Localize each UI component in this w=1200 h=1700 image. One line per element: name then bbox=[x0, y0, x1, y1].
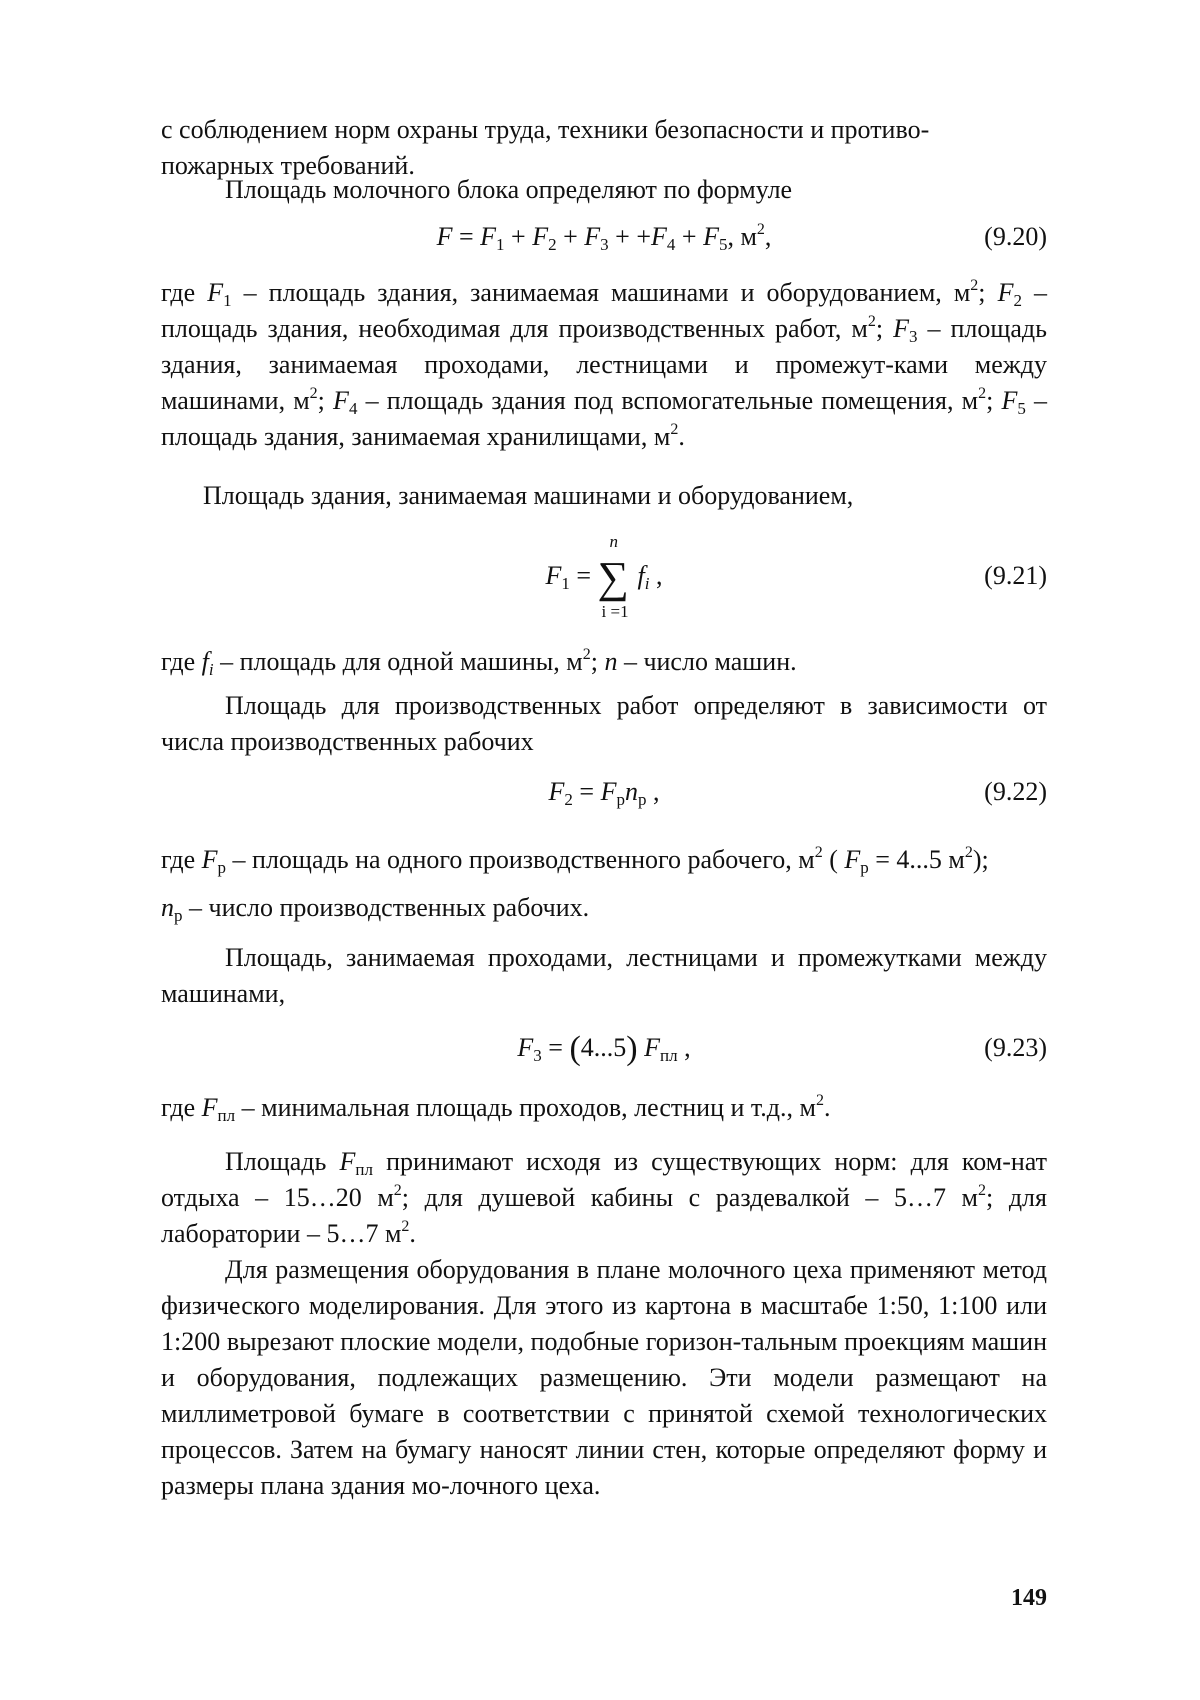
equation-9-21 bbox=[161, 532, 1047, 622]
paragraph-where-9-21: где $f_i$ – площадь для одной машины, $м^2$; n – число машин. bbox=[161, 646, 797, 679]
equation-9-23 bbox=[161, 1028, 1047, 1068]
paragraph-where-9-22: где $F_р$ – площадь на одного производственного рабочего, $м^2$ ( $F_р = 4...5$ $м^2$); $n_р$ – число производственных рабочих. bbox=[161, 844, 989, 925]
paragraph-where-9-23: где $F_{пл}$ – минимальная площадь проходов, лестниц и т.д., $м^2$. bbox=[161, 1092, 831, 1125]
sum-operator: n ∑ i =1 bbox=[597, 532, 629, 622]
equation-body: $F = F_1 + F_2 + F_3 + +F_4 + F_5$, $м^2$, bbox=[436, 221, 772, 254]
text-line: с соблюдением норм охраны труда, техники безопасности и противо- bbox=[161, 115, 930, 144]
equation-body: $F_1$ = n ∑ i =1 $f_i$ , bbox=[545, 532, 663, 622]
equation-9-22 bbox=[161, 772, 1047, 812]
paragraph-norms: Площадь $F_{пл}$ принимают исходя из существующих норм: для ком-нат отдыха – 15…20 $м^2$; для душевой кабины с раздевалкой – 5…7 $м^2$; для лаборатории – 5…7 $м^2$. bbox=[161, 1147, 1047, 1248]
paragraph-formula-intro: Площадь молочного блока определяют по формуле bbox=[225, 175, 793, 204]
equation-number: (9.23) bbox=[984, 1033, 1047, 1062]
text-line: пожарных требований. bbox=[161, 151, 415, 180]
equation-number: (9.20) bbox=[984, 222, 1047, 251]
paragraph-production-intro: Площадь для производственных работ определяют в зависимости от числа производственных рабочих bbox=[161, 691, 1047, 756]
equation-number: (9.21) bbox=[984, 561, 1047, 590]
equation-body: $F_2 = F_рn_р$ , bbox=[548, 777, 660, 809]
paragraph-modeling: Для размещения оборудования в плане молочного цеха применяют метод физического моделирования. Для этого из картона в масштабе 1:50, 1:100 или 1:200 вырезают плоские модели, подобные горизон-тальным проекциям машин и оборудования, подлежащих размещению. Эти модели размещают на миллиметровой бумаге в соответствии с принятой схемой технологических процессов. Затем на бумагу наносят линии стен, которые определяют форму и размеры плана здания мо-лочного цеха. bbox=[161, 1255, 1047, 1500]
paragraph-machines-intro: Площадь здания, занимаемая машинами и оборудованием, bbox=[203, 481, 854, 510]
equation-body: $F_3 = (4...5)$ $F_{пл}$ , bbox=[517, 1030, 691, 1067]
page-number: 149 bbox=[1011, 1585, 1047, 1611]
equation-9-20 bbox=[161, 217, 1047, 257]
equation-number: (9.22) bbox=[984, 777, 1047, 806]
paragraph-where-9-20: где $F_1$ – площадь здания, занимаемая машинами и оборудованием, $м^2$; $F_2$ – площадь здания, необходимая для производственных работ, $м^2$; $F_3$ – площадь здания, занимаемая проходами, лестницами и промежут-ками между машинами, $м^2$; $F_4$ – площадь здания под вспомогательные помещения, $м^2$; $F_5$ – площадь здания, занимаемая хранилищами, $м^2$. bbox=[161, 277, 1048, 451]
paragraph-passages-intro: Площадь, занимаемая проходами, лестницами и промежутками между машинами, bbox=[161, 943, 1047, 1008]
